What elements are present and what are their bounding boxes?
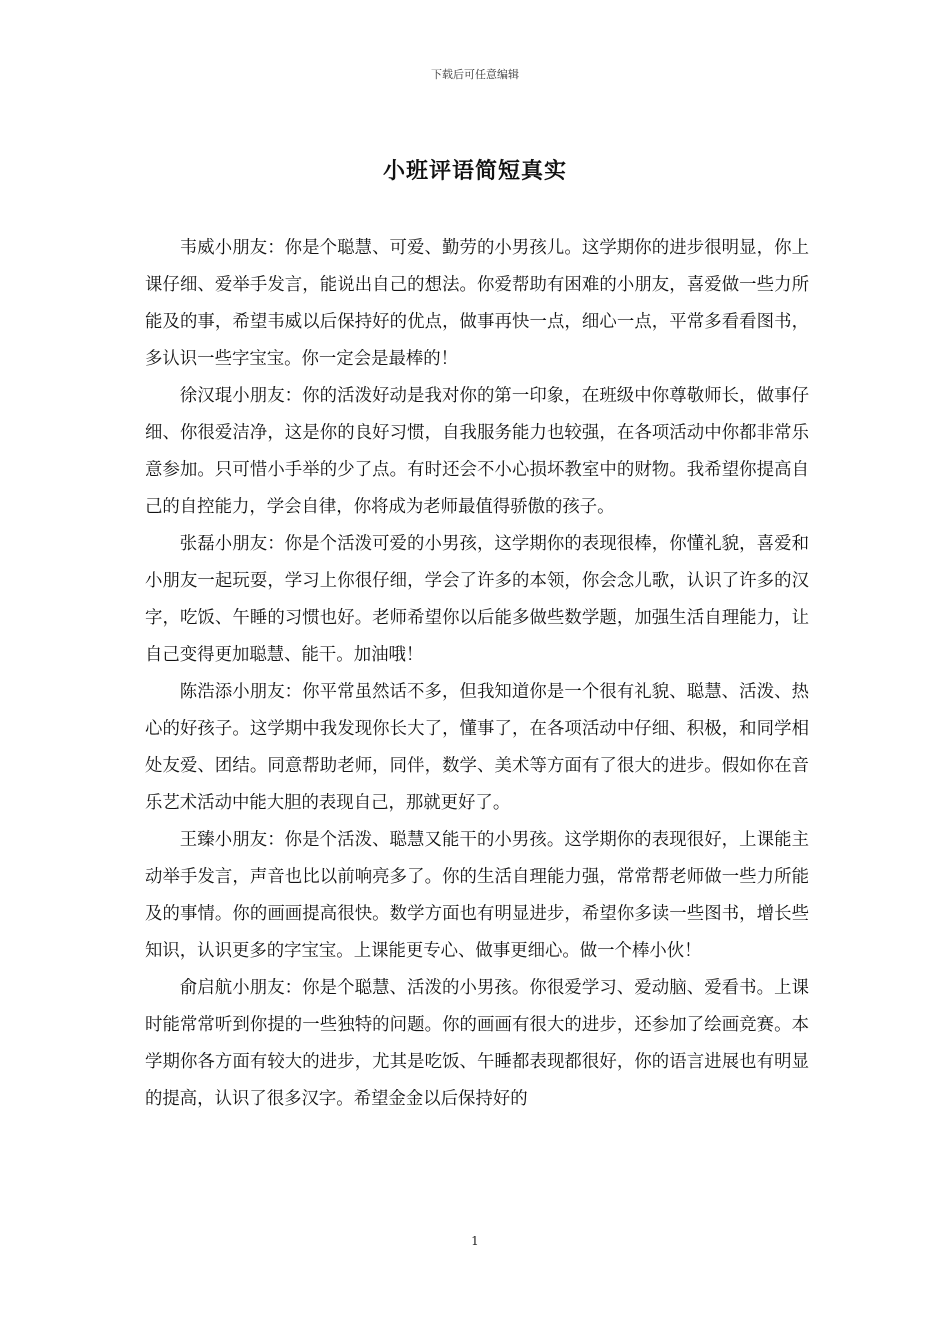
comment-paragraph-5: 王臻小朋友：你是个活泼、聪慧又能干的小男孩。这学期你的表现很好，上课能主动举手发言，声音也比以前响亮多了。你的生活自理能力强，常常帮老师做一些力所能及的事情。你的画画提高很快。数学方面也有明显进步，希望你多读一些图书，增长些知识，认识更多的字宝宝。上课能更专心、做事更细心。做一个棒小伙！ — [145, 830, 809, 961]
document-body — [145, 230, 809, 1118]
comment-paragraph-4: 陈浩添小朋友：你平常虽然话不多，但我知道你是一个很有礼貌、聪慧、活泼、热心的好孩子。这学期中我发现你长大了，懂事了，在各项活动中仔细、积极，和同学相处友爱、团结。同意帮助老师，同伴，数学、美术等方面有了很大的进步。假如你在音乐艺术活动中能大胆的表现自己，那就更好了。 — [145, 682, 809, 813]
page-title: 小班评语简短真实 — [382, 158, 567, 184]
comment-paragraph-3: 张磊小朋友：你是个活泼可爱的小男孩，这学期你的表现很棒，你懂礼貌，喜爱和小朋友一起玩耍，学习上你很仔细，学会了许多的本领，你会念儿歌，认识了许多的汉字，吃饭、午睡的习惯也好。老师希望你以后能多做些数学题，加强生活自理能力，让自己变得更加聪慧、能干。加油哦！ — [145, 534, 809, 665]
comment-paragraph-6: 俞启航小朋友：你是个聪慧、活泼的小男孩。你很爱学习、爱动脑、爱看书。上课时能常常听到你提的一些独特的问题。你的画画有很大的进步，还参加了绘画竞赛。本学期你各方面有较大的进步，尤其是吃饭、午睡都表现都很好，你的语言进展也有明显的提高，认识了很多汉字。希望金金以后保持好的 — [145, 978, 809, 1109]
header-note: 下载后可任意编辑 — [431, 68, 519, 81]
page-number: 1 — [471, 1234, 479, 1248]
comment-paragraph-1: 韦威小朋友：你是个聪慧、可爱、勤劳的小男孩儿。这学期你的进步很明显，你上课仔细、爱举手发言，能说出自己的想法。你爱帮助有困难的小朋友，喜爱做一些力所能及的事，希望韦威以后保持好的优点，做事再快一点，细心一点，平常多看看图书，多认识一些字宝宝。你一定会是最棒的！ — [145, 238, 809, 369]
comment-paragraph-2: 徐汉琨小朋友：你的活泼好动是我对你的第一印象，在班级中你尊敬师长，做事仔细、你很爱洁净，这是你的良好习惯，自我服务能力也较强，在各项活动中你都非常乐意参加。只可惜小手举的少了点。有时还会不小心损坏教室中的财物。我希望你提高自己的自控能力，学会自律，你将成为老师最值得骄傲的孩子。 — [145, 386, 809, 517]
